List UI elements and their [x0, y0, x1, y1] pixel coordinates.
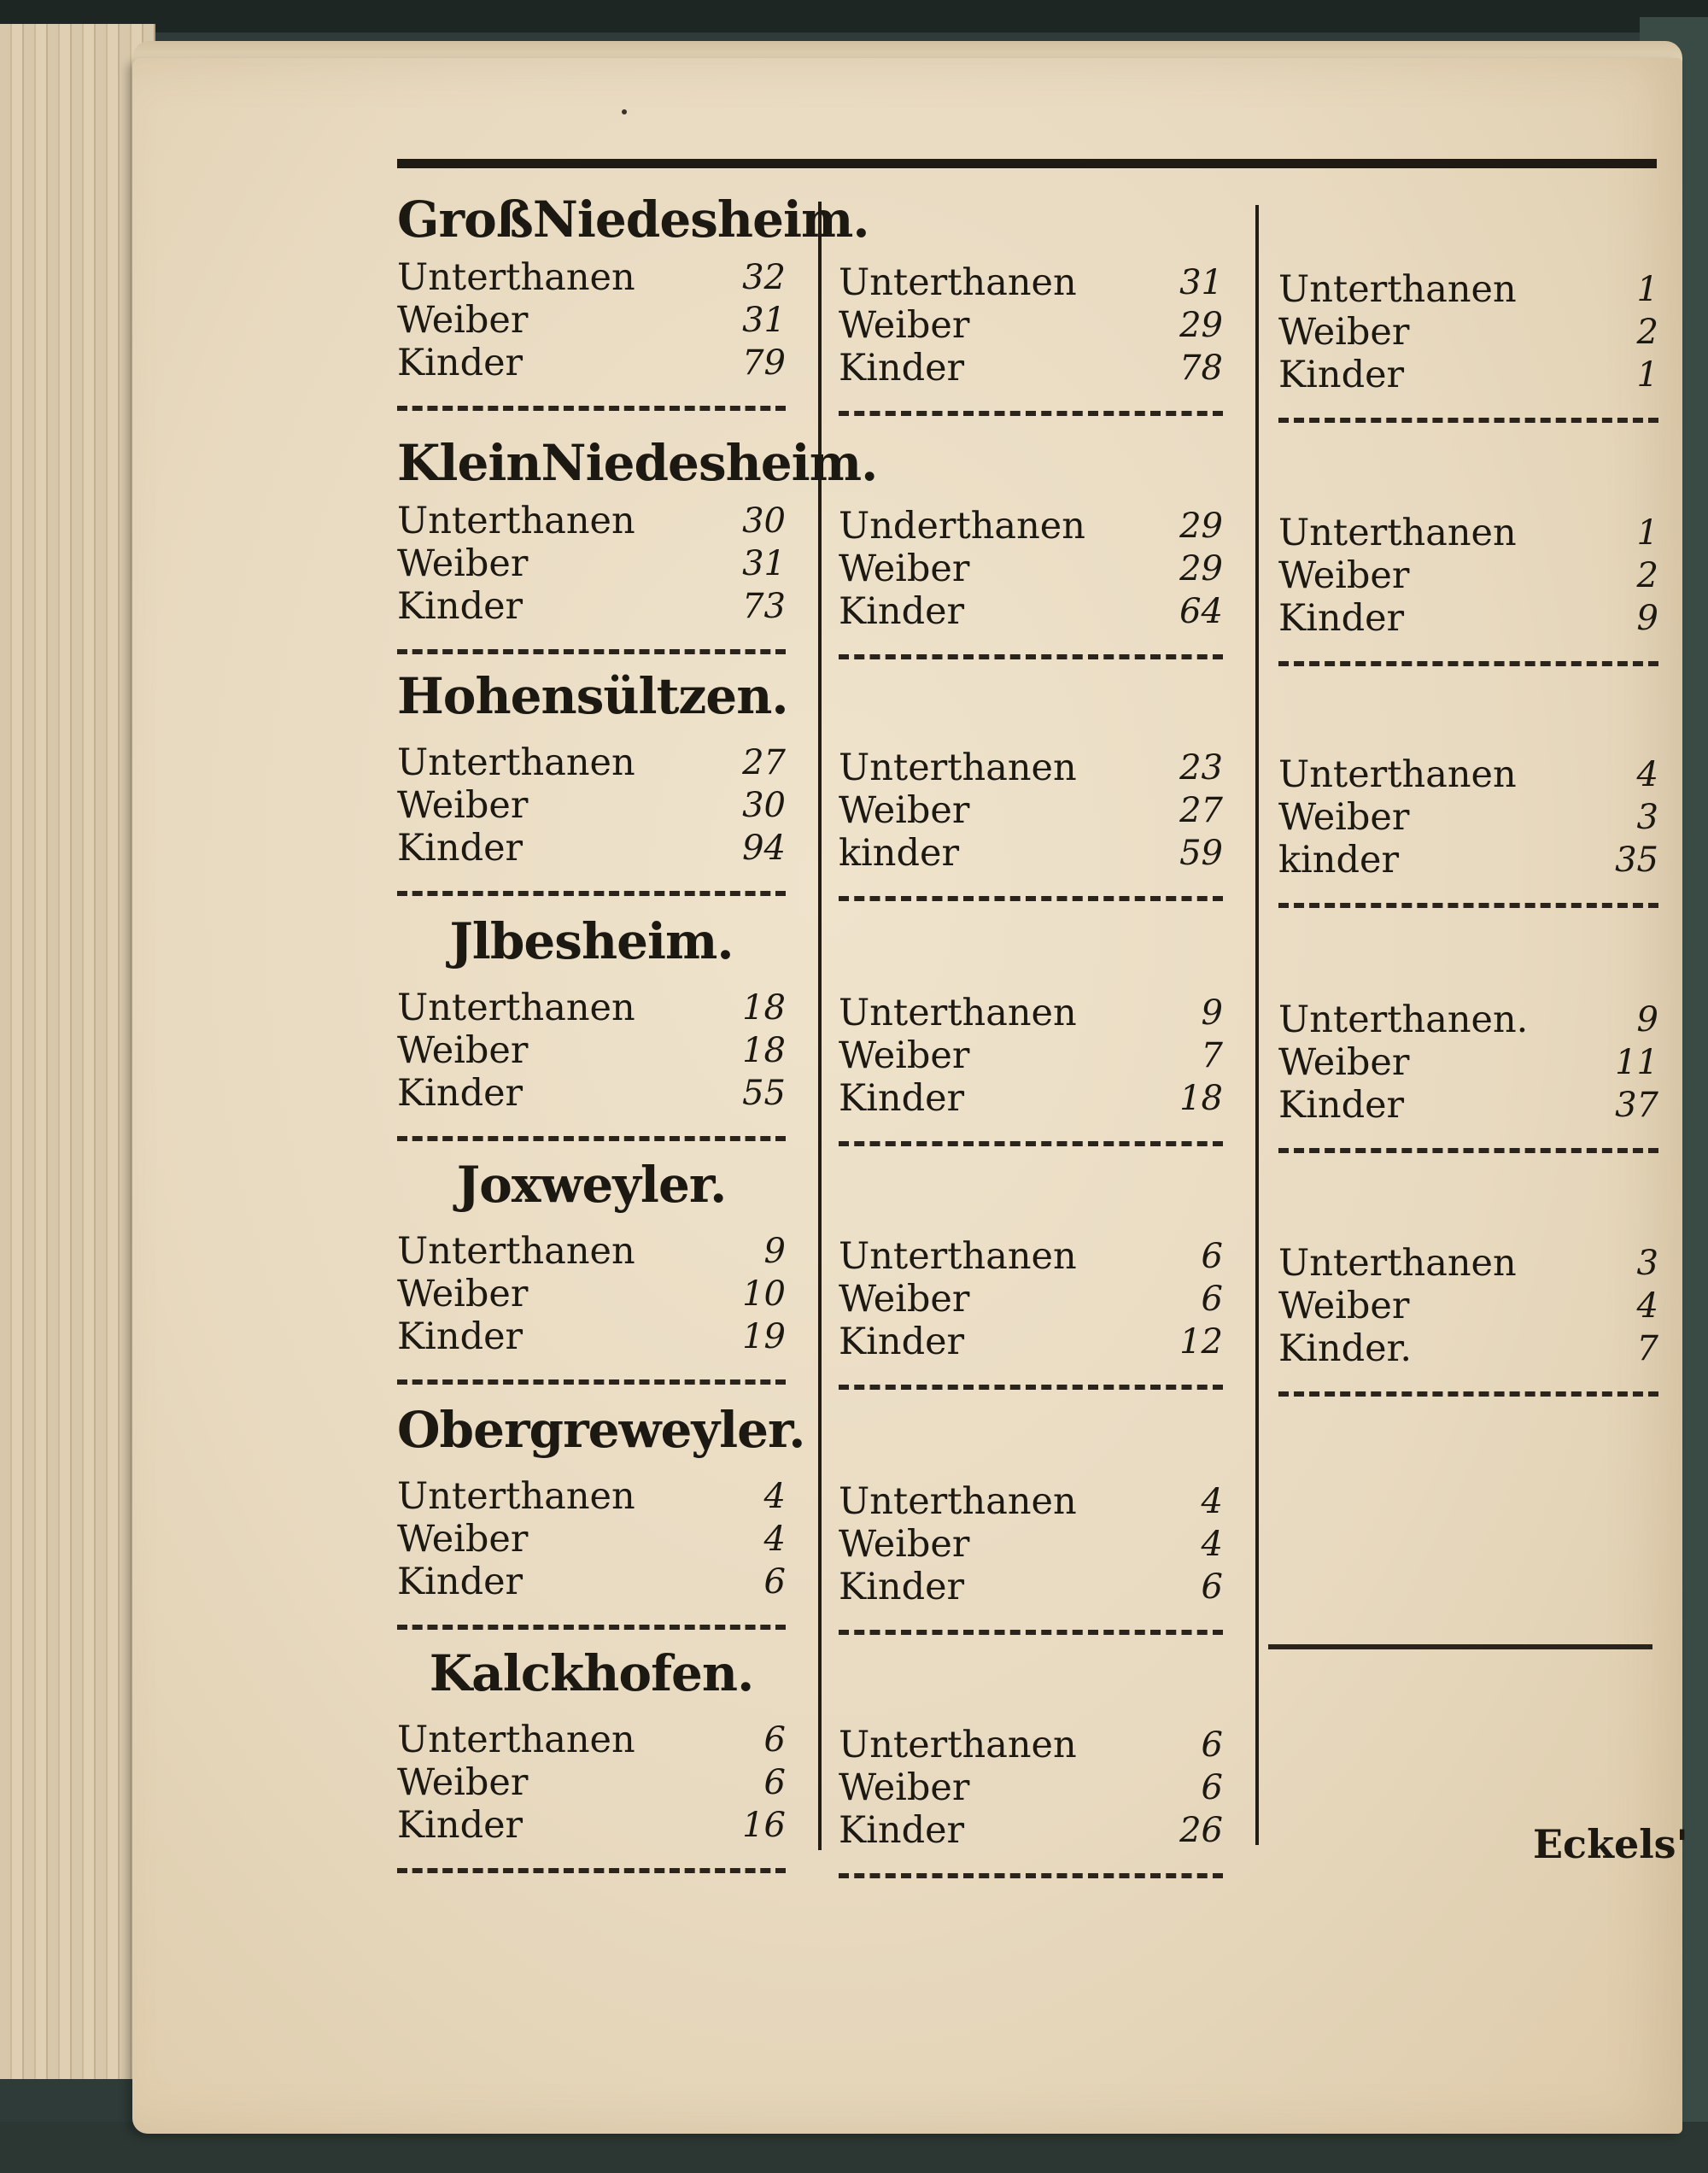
table-row [1278, 1327, 1658, 1370]
section-cell [839, 1235, 1223, 1397]
table-row [397, 987, 786, 1029]
section-divider [1278, 903, 1658, 908]
row-value: 7 [1201, 1036, 1223, 1075]
section-divider [839, 896, 1223, 901]
table-row [1278, 753, 1658, 796]
row-label: Unterthanen. [1278, 999, 1529, 1041]
row-label: Weiber [839, 1523, 970, 1566]
row-value: 18 [742, 988, 786, 1028]
row-label: Weiber [1278, 796, 1410, 839]
row-label: Weiber [839, 1278, 970, 1321]
row-label: Kinder [839, 590, 965, 633]
row-value: 78 [1179, 348, 1223, 388]
row-label: Kinder [397, 827, 524, 870]
row-value: 64 [1179, 592, 1223, 631]
village-heading: Obergreweyler. [397, 1401, 805, 1459]
section-divider [397, 406, 786, 411]
row-value: 16 [742, 1806, 786, 1845]
row-value: 9 [1636, 1000, 1658, 1040]
village-heading: Kalckhofen. [429, 1644, 754, 1702]
section-cell [397, 1644, 786, 1881]
row-label: Kinder [839, 347, 965, 390]
table-row [397, 1230, 786, 1273]
row-value: 29 [1179, 549, 1223, 589]
section-divider [839, 1630, 1223, 1635]
section-cell [839, 1480, 1223, 1643]
row-value: 26 [1179, 1811, 1223, 1850]
row-label: Weiber [1278, 1041, 1410, 1084]
section-divider [397, 1379, 786, 1385]
row-value: 31 [742, 544, 786, 583]
row-value: 6 [1201, 1768, 1223, 1807]
row-label: Weiber [839, 789, 970, 832]
table-row [839, 1523, 1223, 1566]
row-label: Kinder [839, 1566, 965, 1608]
table-row [1278, 999, 1658, 1041]
row-label: Unterthanen [839, 261, 1077, 304]
table-row [839, 992, 1223, 1034]
row-label: Kinder [839, 1809, 965, 1852]
table-row [839, 1480, 1223, 1523]
row-value: 4 [1201, 1482, 1223, 1521]
table-row [839, 304, 1223, 347]
row-label: Weiber [397, 542, 529, 585]
table-row [397, 1475, 786, 1518]
row-label: Unterthanen [839, 992, 1077, 1034]
row-value: 31 [742, 301, 786, 340]
row-label: Kinder [397, 1315, 524, 1358]
row-label: Kinder [397, 1072, 524, 1115]
row-label: Unterthanen [1278, 753, 1517, 796]
row-label: Weiber [1278, 554, 1410, 597]
row-value: 7 [1636, 1329, 1658, 1368]
village-heading: GroßNiedesheim. [397, 190, 869, 249]
row-label: Unterthanen [1278, 268, 1517, 311]
row-label: Unterthanen [839, 747, 1077, 789]
row-label: Weiber [1278, 1285, 1410, 1327]
section-cell [397, 1156, 786, 1392]
table-row [1278, 1041, 1658, 1084]
row-label: Weiber [397, 1273, 529, 1315]
table-row [397, 542, 786, 585]
row-value: 18 [1179, 1079, 1223, 1118]
table-row [839, 1766, 1223, 1809]
table-row [839, 747, 1223, 789]
row-value: 4 [763, 1520, 786, 1559]
section-divider [839, 411, 1223, 416]
table-row [839, 1724, 1223, 1766]
row-label: Weiber [839, 304, 970, 347]
section-divider [839, 654, 1223, 659]
section-divider [839, 1873, 1223, 1878]
row-value: 6 [763, 1562, 786, 1602]
section-cell [839, 992, 1223, 1154]
row-value: 30 [742, 501, 786, 541]
row-value: 35 [1615, 840, 1658, 880]
table-row [1278, 554, 1658, 597]
row-value: 29 [1179, 507, 1223, 546]
row-value: 9 [1636, 599, 1658, 638]
table-row [397, 1273, 786, 1315]
row-value: 94 [742, 829, 786, 868]
section-cell [1278, 753, 1658, 916]
column-separator-2 [1255, 205, 1259, 1845]
row-label: Weiber [397, 1761, 529, 1804]
table-row [397, 1029, 786, 1072]
row-value: 6 [1201, 1567, 1223, 1607]
section-cell [397, 912, 786, 1149]
section-cell [397, 190, 869, 419]
section-cell [839, 1724, 1223, 1886]
section-cell [397, 1401, 805, 1637]
row-value: 6 [763, 1763, 786, 1802]
table-row [1278, 1285, 1658, 1327]
row-label: Weiber [397, 1029, 529, 1072]
row-value: 73 [742, 587, 786, 626]
row-label: Unterthanen [397, 500, 635, 542]
table-row [397, 299, 786, 342]
table-row [397, 1719, 786, 1761]
section-cell [839, 261, 1223, 424]
background-top [0, 0, 1708, 32]
table-row [397, 256, 786, 299]
row-value: 9 [1201, 993, 1223, 1033]
row-label: Unterthanen [397, 1230, 635, 1273]
table-row [839, 1278, 1223, 1321]
row-value: 32 [742, 258, 786, 297]
section-divider [397, 1868, 786, 1873]
row-value: 27 [1179, 791, 1223, 830]
row-value: 9 [763, 1232, 786, 1271]
table-row [397, 1315, 786, 1358]
row-value: 12 [1179, 1322, 1223, 1362]
table-row [839, 590, 1223, 633]
row-label: Kinder [839, 1321, 965, 1363]
section-cell [1278, 1242, 1658, 1404]
row-value: 10 [742, 1274, 786, 1314]
row-label: Unterthanen [397, 1719, 635, 1761]
section-cell [1278, 268, 1658, 430]
table-row [397, 1518, 786, 1561]
section-cell [839, 747, 1223, 909]
section-divider [1278, 1148, 1658, 1153]
row-label: Unterthanen [397, 256, 635, 299]
section-divider [839, 1141, 1223, 1146]
table-row [839, 1034, 1223, 1077]
row-value: 4 [1201, 1525, 1223, 1564]
row-label: Kinder [397, 585, 524, 628]
row-value: 2 [1636, 313, 1658, 352]
section-divider [1278, 418, 1658, 423]
table-row [397, 1804, 786, 1847]
section-cell [1278, 999, 1658, 1161]
row-value: 3 [1636, 798, 1658, 837]
table-row [839, 1321, 1223, 1363]
village-heading: Joxweyler. [456, 1156, 727, 1214]
section-divider [397, 1136, 786, 1141]
section-divider [839, 1385, 1223, 1390]
row-label: Unterthanen [1278, 512, 1517, 554]
village-heading: KleinNiedesheim. [397, 434, 878, 492]
table-row [397, 741, 786, 784]
section-divider [1268, 1644, 1652, 1649]
section-divider [397, 891, 786, 896]
table-row [1278, 354, 1658, 396]
table-row [397, 1761, 786, 1804]
row-label: Weiber [839, 1034, 970, 1077]
row-value: 1 [1636, 355, 1658, 395]
row-label: Unterthanen [1278, 1242, 1517, 1285]
table-row [397, 500, 786, 542]
row-label: Kinder [397, 342, 524, 384]
table-row [839, 1077, 1223, 1120]
table-row [397, 1561, 786, 1603]
row-value: 4 [1636, 1286, 1658, 1326]
row-value: 27 [742, 743, 786, 782]
row-value: 19 [742, 1317, 786, 1356]
table-row [1278, 1242, 1658, 1285]
row-label: Unterthanen [397, 741, 635, 784]
table-row [397, 585, 786, 628]
table-row [839, 548, 1223, 590]
row-value: 4 [763, 1477, 786, 1516]
row-label: Weiber [397, 1518, 529, 1561]
table-row [397, 342, 786, 384]
row-label: Weiber [839, 548, 970, 590]
row-value: 2 [1636, 556, 1658, 595]
section-cell [839, 505, 1223, 667]
table-row [1278, 839, 1658, 882]
row-label: Kinder. [1278, 1327, 1413, 1370]
table-row [839, 832, 1223, 875]
row-value: 37 [1615, 1086, 1658, 1125]
table-row [839, 789, 1223, 832]
village-heading: Hohensültzen. [397, 667, 788, 725]
row-value: 6 [763, 1720, 786, 1760]
row-label: Unterthanen [839, 1480, 1077, 1523]
row-value: 23 [1179, 748, 1223, 788]
row-value: 59 [1179, 834, 1223, 873]
row-value: 4 [1636, 755, 1658, 794]
row-value: 11 [1615, 1043, 1658, 1082]
section-cell [1278, 512, 1658, 674]
table-row [1278, 268, 1658, 311]
row-label: Kinder [1278, 597, 1405, 640]
table-row [1278, 512, 1658, 554]
speck [622, 109, 627, 114]
row-label: Underthanen [839, 505, 1085, 548]
table-row [839, 1809, 1223, 1852]
row-label: Kinder [397, 1561, 524, 1603]
row-value: 3 [1636, 1244, 1658, 1283]
row-label: Unterthanen [839, 1724, 1077, 1766]
table-row [397, 827, 786, 870]
row-value: 79 [742, 343, 786, 383]
table-row [1278, 796, 1658, 839]
row-label: kinder [839, 832, 960, 875]
row-label: Weiber [397, 784, 529, 827]
row-label: Weiber [839, 1766, 970, 1809]
table-row [839, 261, 1223, 304]
village-heading: Jlbesheim. [449, 912, 734, 970]
row-label: Unterthanen [397, 987, 635, 1029]
table-row [397, 784, 786, 827]
row-value: 30 [742, 786, 786, 825]
row-value: 6 [1201, 1725, 1223, 1765]
row-value: 6 [1201, 1280, 1223, 1319]
table-row [397, 1072, 786, 1115]
section-cell [397, 434, 878, 662]
row-label: kinder [1278, 839, 1400, 882]
table-row [1278, 1084, 1658, 1127]
section-divider [397, 649, 786, 654]
row-label: Kinder [1278, 354, 1405, 396]
table-row [839, 505, 1223, 548]
table-row [839, 347, 1223, 390]
section-divider [1278, 661, 1658, 666]
row-value: 29 [1179, 306, 1223, 345]
row-label: Kinder [397, 1804, 524, 1847]
top-rule [397, 159, 1657, 168]
row-label: Unterthanen [397, 1475, 635, 1518]
row-label: Weiber [1278, 311, 1410, 354]
row-value: 1 [1636, 513, 1658, 553]
table-row [1278, 311, 1658, 354]
row-label: Kinder [839, 1077, 965, 1120]
section-cell [397, 667, 788, 904]
row-label: Unterthanen [839, 1235, 1077, 1278]
section-divider [397, 1625, 786, 1630]
row-value: 6 [1201, 1237, 1223, 1276]
catchword: Eckels' [1533, 1821, 1688, 1867]
row-label: Kinder [1278, 1084, 1405, 1127]
table-row [839, 1566, 1223, 1608]
row-value: 31 [1179, 263, 1223, 302]
table-row [839, 1235, 1223, 1278]
table-row [1278, 597, 1658, 640]
row-label: Weiber [397, 299, 529, 342]
row-value: 55 [742, 1074, 786, 1113]
row-value: 18 [742, 1031, 786, 1070]
row-value: 1 [1636, 270, 1658, 309]
section-divider [1278, 1391, 1658, 1397]
